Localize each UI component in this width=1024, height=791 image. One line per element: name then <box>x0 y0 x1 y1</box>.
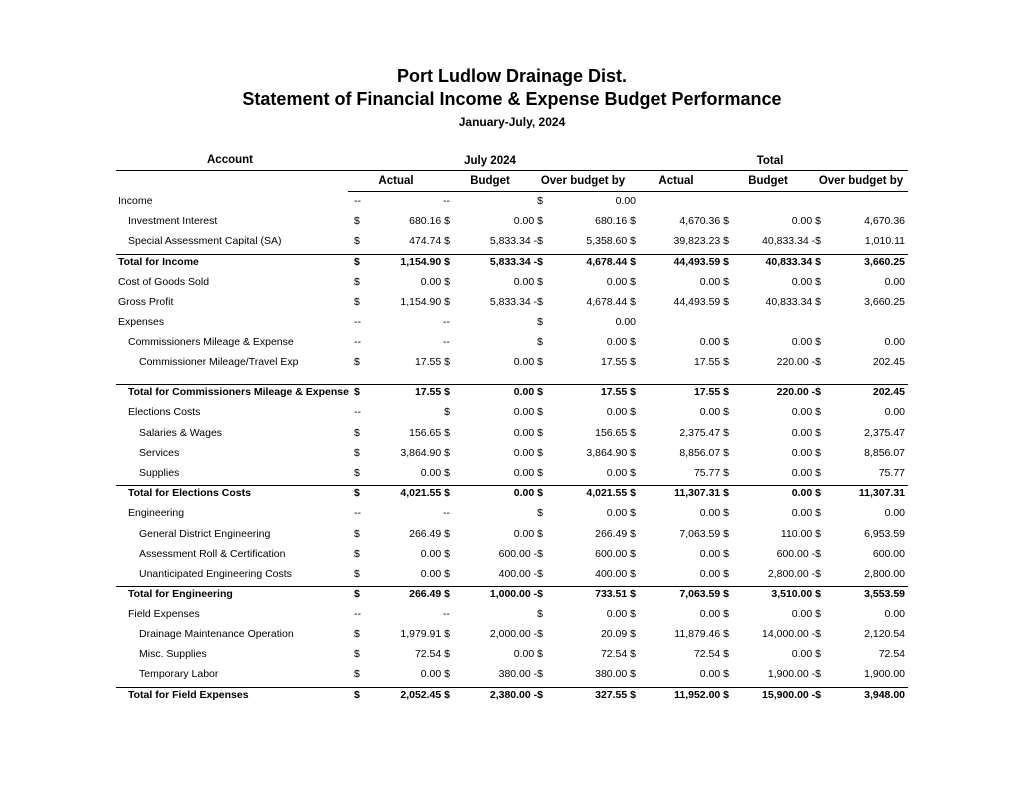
account-label: Expenses <box>118 316 165 328</box>
amount-cell: $ <box>354 467 360 479</box>
table-row <box>0 608 1024 626</box>
amount-cell: $ <box>354 648 360 660</box>
amount-cell: -- <box>443 336 450 348</box>
amount-cell: 0.00 $ <box>513 528 543 540</box>
amount-cell: 156.65 $ <box>409 427 450 439</box>
amount-cell: 266.49 $ <box>409 528 450 540</box>
amount-cell: 44,493.59 $ <box>673 256 729 268</box>
header-top-rule <box>116 170 908 171</box>
amount-cell: $ <box>354 568 360 580</box>
table-row <box>0 235 1024 253</box>
amount-cell: $ <box>354 668 360 680</box>
amount-cell: 600.00 -$ <box>776 548 821 560</box>
amount-cell: -- <box>354 608 361 620</box>
amount-cell: 1,900.00 -$ <box>767 668 821 680</box>
amount-cell: -- <box>354 336 361 348</box>
amount-cell: 2,375.47 <box>864 427 905 439</box>
amount-cell: 39,823.23 $ <box>673 235 729 247</box>
table-row <box>0 276 1024 294</box>
amount-cell: 5,833.34 -$ <box>489 256 543 268</box>
amount-cell: 3,864.90 $ <box>400 447 450 459</box>
amount-cell: -- <box>443 316 450 328</box>
amount-cell: 0.00 <box>884 507 905 519</box>
amount-cell: 0.00 $ <box>699 568 729 580</box>
amount-cell: $ <box>354 447 360 459</box>
amount-cell: 0.00 $ <box>513 215 543 227</box>
amount-cell: -- <box>443 608 450 620</box>
table-row <box>0 356 1024 374</box>
amount-cell: 0.00 $ <box>513 447 543 459</box>
amount-cell: 0.00 $ <box>699 668 729 680</box>
amount-cell: 600.00 -$ <box>498 548 543 560</box>
amount-cell: 1,010.11 <box>864 235 905 247</box>
report-period: January-July, 2024 <box>458 115 566 129</box>
amount-cell: 0.00 $ <box>420 467 450 479</box>
amount-cell: 0.00 $ <box>791 406 821 418</box>
amount-cell: -- <box>443 507 450 519</box>
amount-cell: $ <box>354 427 360 439</box>
amount-cell: 2,000.00 -$ <box>489 628 543 640</box>
amount-cell: $ <box>354 588 360 600</box>
amount-cell: $ <box>354 256 360 268</box>
amount-cell: 220.00 -$ <box>776 386 821 398</box>
total-rule <box>116 384 908 385</box>
total-row <box>0 386 1024 404</box>
amount-cell: 156.65 $ <box>595 427 636 439</box>
amount-cell: 0.00 $ <box>513 356 543 368</box>
amount-cell: 0.00 $ <box>699 406 729 418</box>
amount-cell: 8,856.07 $ <box>679 447 729 459</box>
amount-cell: 400.00 $ <box>595 568 636 580</box>
amount-cell: 4,678.44 $ <box>586 296 636 308</box>
amount-cell: $ <box>354 356 360 368</box>
amount-cell: 0.00 $ <box>606 276 636 288</box>
amount-cell: 0.00 $ <box>791 215 821 227</box>
amount-cell: $ <box>537 336 543 348</box>
amount-cell: 5,358.60 $ <box>586 235 636 247</box>
amount-cell: 0.00 $ <box>791 648 821 660</box>
amount-cell: 0.00 $ <box>420 276 450 288</box>
table-row <box>0 427 1024 445</box>
amount-cell: 3,510.00 $ <box>771 588 821 600</box>
amount-cell: $ <box>537 316 543 328</box>
amount-cell: 0.00 $ <box>513 276 543 288</box>
account-label: Elections Costs <box>128 406 201 418</box>
amount-cell: 1,900.00 <box>864 668 905 680</box>
amount-cell: 11,879.46 $ <box>674 628 729 640</box>
account-label: Special Assessment Capital (SA) <box>128 235 282 247</box>
header-total-actual: Actual <box>658 175 694 187</box>
amount-cell: 0.00 $ <box>791 427 821 439</box>
amount-cell: 733.51 $ <box>595 588 636 600</box>
amount-cell: 0.00 $ <box>513 386 543 398</box>
amount-cell: -- <box>354 195 361 207</box>
amount-cell: 17.55 $ <box>600 386 636 398</box>
amount-cell: 72.54 $ <box>414 648 450 660</box>
amount-cell: 72.54 $ <box>693 648 729 660</box>
amount-cell: 0.00 <box>884 406 905 418</box>
amount-cell: 0.00 $ <box>699 276 729 288</box>
account-label: Total for Elections Costs <box>128 487 251 499</box>
amount-cell: $ <box>537 507 543 519</box>
account-label: Income <box>118 195 153 207</box>
amount-cell: 5,833.34 -$ <box>489 235 543 247</box>
amount-cell: 0.00 $ <box>420 668 450 680</box>
table-row <box>0 628 1024 646</box>
amount-cell: 266.49 $ <box>409 588 450 600</box>
amount-cell: 17.55 $ <box>693 386 729 398</box>
amount-cell: 0.00 $ <box>699 336 729 348</box>
amount-cell: 0.00 $ <box>606 336 636 348</box>
total-row <box>0 487 1024 505</box>
amount-cell: 4,670.36 <box>864 215 905 227</box>
account-label: Misc. Supplies <box>139 648 207 660</box>
account-label: Total for Field Expenses <box>128 689 249 701</box>
amount-cell: 0.00 $ <box>606 608 636 620</box>
amount-cell: 0.00 $ <box>699 548 729 560</box>
amount-cell: 202.45 <box>872 386 905 398</box>
account-label: Total for Commissioners Mileage & Expense <box>128 386 349 398</box>
amount-cell: $ <box>354 548 360 560</box>
account-label: Engineering <box>128 507 185 519</box>
amount-cell: 0.00 $ <box>791 487 821 499</box>
amount-cell: 40,833.34 $ <box>765 256 821 268</box>
table-row <box>0 548 1024 566</box>
amount-cell: 40,833.34 -$ <box>762 235 821 247</box>
amount-cell: 0.00 $ <box>513 406 543 418</box>
amount-cell: $ <box>537 195 543 207</box>
amount-cell: 0.00 <box>615 316 636 328</box>
amount-cell: 2,380.00 -$ <box>489 689 543 701</box>
amount-cell: 1,000.00 -$ <box>489 588 543 600</box>
amount-cell: 380.00 -$ <box>498 668 543 680</box>
amount-cell: 1,154.90 $ <box>400 256 450 268</box>
table-row <box>0 467 1024 485</box>
amount-cell: -- <box>354 507 361 519</box>
table-row <box>0 568 1024 586</box>
amount-cell: 0.00 $ <box>420 568 450 580</box>
amount-cell: 6,953.59 <box>864 528 905 540</box>
header-july-budget: Budget <box>470 175 510 187</box>
account-label: Cost of Goods Sold <box>118 276 210 288</box>
amount-cell: 3,553.59 <box>864 588 905 600</box>
total-rule <box>116 687 908 688</box>
amount-cell: 0.00 $ <box>513 648 543 660</box>
amount-cell: 0.00 $ <box>513 427 543 439</box>
amount-cell: $ <box>354 276 360 288</box>
amount-cell: 680.16 $ <box>409 215 450 227</box>
amount-cell: 0.00 $ <box>606 467 636 479</box>
amount-cell: $ <box>354 528 360 540</box>
total-rule <box>116 254 908 255</box>
amount-cell: 17.55 $ <box>693 356 729 368</box>
table-row <box>0 215 1024 233</box>
amount-cell: 0.00 $ <box>420 548 450 560</box>
amount-cell: 17.55 $ <box>600 356 636 368</box>
amount-cell: 600.00 $ <box>595 548 636 560</box>
amount-cell: 11,952.00 $ <box>674 689 729 701</box>
amount-cell: 0.00 $ <box>791 467 821 479</box>
amount-cell: 17.55 $ <box>414 386 450 398</box>
amount-cell: $ <box>354 296 360 308</box>
amount-cell: 2,800.00 -$ <box>767 568 821 580</box>
account-label: Unanticipated Engineering Costs <box>139 568 292 580</box>
amount-cell: 1,154.90 $ <box>400 296 450 308</box>
account-label: Gross Profit <box>118 296 174 308</box>
amount-cell: 8,856.07 <box>864 447 905 459</box>
amount-cell: 20.09 $ <box>600 628 636 640</box>
amount-cell: 600.00 <box>872 548 905 560</box>
amount-cell: $ <box>444 406 450 418</box>
amount-cell: $ <box>354 386 360 398</box>
total-row <box>0 588 1024 606</box>
amount-cell: 266.49 $ <box>595 528 636 540</box>
total-rule <box>116 586 908 587</box>
amount-cell: $ <box>354 215 360 227</box>
account-label: Commissioner Mileage/Travel Exp <box>139 356 299 368</box>
table-row <box>0 336 1024 354</box>
amount-cell: 7,063.59 $ <box>679 528 729 540</box>
amount-cell: 110.00 $ <box>780 528 821 540</box>
amount-cell: 4,021.55 $ <box>586 487 636 499</box>
amount-cell: 327.55 $ <box>595 689 636 701</box>
amount-cell: 0.00 $ <box>791 447 821 459</box>
report-organization: Port Ludlow Drainage Dist. <box>396 66 628 86</box>
amount-cell: 3,660.25 <box>864 296 905 308</box>
amount-cell: 0.00 $ <box>606 406 636 418</box>
amount-cell: $ <box>354 689 360 701</box>
account-label: Total for Engineering <box>128 588 233 600</box>
header-account: Account <box>207 154 253 166</box>
amount-cell: $ <box>354 235 360 247</box>
amount-cell: 0.00 $ <box>791 608 821 620</box>
amount-cell: 0.00 <box>615 195 636 207</box>
amount-cell: 5,833.34 -$ <box>489 296 543 308</box>
amount-cell: 7,063.59 $ <box>679 588 729 600</box>
table-row <box>0 447 1024 465</box>
amount-cell: 400.00 -$ <box>498 568 543 580</box>
header-total-budget: Budget <box>748 175 788 187</box>
account-label: Supplies <box>139 467 180 479</box>
table-row <box>0 296 1024 314</box>
table-row <box>0 648 1024 666</box>
account-label: Salaries & Wages <box>139 427 223 439</box>
total-rule <box>116 485 908 486</box>
amount-cell: -- <box>443 195 450 207</box>
table-row <box>0 507 1024 525</box>
header-total-over-budget: Over budget by <box>818 175 904 187</box>
amount-cell: 202.45 <box>872 356 905 368</box>
header-total: Total <box>756 155 784 167</box>
account-label: Assessment Roll & Certification <box>139 548 286 560</box>
amount-cell: 44,493.59 $ <box>673 296 729 308</box>
amount-cell: 2,375.47 $ <box>679 427 729 439</box>
amount-cell: 40,833.34 $ <box>765 296 821 308</box>
amount-cell: 1,979.91 $ <box>400 628 450 640</box>
table-row <box>0 528 1024 546</box>
account-label: Commissioners Mileage & Expense <box>128 336 294 348</box>
table-row <box>0 406 1024 424</box>
report-title: Statement of Financial Income & Expense Budget Performance <box>242 89 782 109</box>
total-row <box>0 689 1024 707</box>
amount-cell: 0.00 $ <box>699 608 729 620</box>
account-label: Drainage Maintenance Operation <box>139 628 294 640</box>
amount-cell: 0.00 $ <box>606 507 636 519</box>
amount-cell: 0.00 $ <box>791 507 821 519</box>
amount-cell: 75.77 $ <box>693 467 729 479</box>
amount-cell: 17.55 $ <box>414 356 450 368</box>
table-row <box>0 316 1024 334</box>
amount-cell: 14,000.00 -$ <box>762 628 821 640</box>
amount-cell: 2,120.54 <box>864 628 905 640</box>
amount-cell: $ <box>537 608 543 620</box>
amount-cell: 0.00 $ <box>791 276 821 288</box>
amount-cell: 3,660.25 <box>864 256 905 268</box>
account-label: Total for Income <box>118 256 199 268</box>
header-july-over-budget: Over budget by <box>540 175 626 187</box>
account-label: Investment Interest <box>128 215 218 227</box>
amount-cell: 3,948.00 <box>864 689 905 701</box>
account-label: Services <box>139 447 180 459</box>
amount-cell: $ <box>354 487 360 499</box>
amount-cell: 72.54 <box>878 648 905 660</box>
total-row <box>0 256 1024 274</box>
amount-cell: 220.00 -$ <box>776 356 821 368</box>
amount-cell: 4,021.55 $ <box>400 487 450 499</box>
amount-cell: 3,864.90 $ <box>586 447 636 459</box>
amount-cell: $ <box>354 628 360 640</box>
account-label: Temporary Labor <box>139 668 219 680</box>
amount-cell: 11,307.31 $ <box>674 487 729 499</box>
header-july-2024: July 2024 <box>464 155 516 167</box>
amount-cell: 0.00 $ <box>791 336 821 348</box>
amount-cell: 2,052.45 $ <box>400 689 450 701</box>
amount-cell: 4,670.36 $ <box>679 215 729 227</box>
amount-cell: 0.00 <box>884 276 905 288</box>
amount-cell: -- <box>354 316 361 328</box>
table-row <box>0 195 1024 213</box>
amount-cell: 380.00 $ <box>595 668 636 680</box>
amount-cell: 0.00 <box>884 336 905 348</box>
header-july-actual: Actual <box>378 175 414 187</box>
amount-cell: 15,900.00 -$ <box>762 689 821 701</box>
amount-cell: 0.00 <box>884 608 905 620</box>
amount-cell: 0.00 $ <box>513 467 543 479</box>
amount-cell: 2,800.00 <box>864 568 905 580</box>
header-bottom-rule <box>348 191 908 192</box>
amount-cell: 0.00 $ <box>699 507 729 519</box>
table-row <box>0 668 1024 686</box>
account-label: Field Expenses <box>128 608 200 620</box>
amount-cell: 72.54 $ <box>600 648 636 660</box>
amount-cell: -- <box>354 406 361 418</box>
amount-cell: 680.16 $ <box>595 215 636 227</box>
amount-cell: 75.77 <box>878 467 905 479</box>
amount-cell: 0.00 $ <box>513 487 543 499</box>
amount-cell: 11,307.31 <box>858 487 905 499</box>
amount-cell: 474.74 $ <box>409 235 450 247</box>
account-label: General District Engineering <box>139 528 271 540</box>
amount-cell: 4,678.44 $ <box>586 256 636 268</box>
